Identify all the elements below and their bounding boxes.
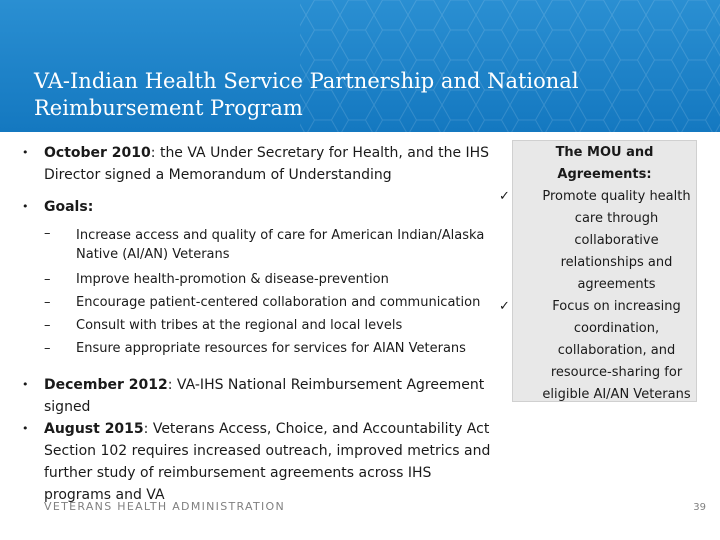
goal-text: Improve health-promotion & disease-prevention	[76, 272, 389, 287]
bullet-marker: •	[22, 200, 29, 213]
bullet-marker: •	[22, 378, 29, 391]
page-number: 39	[693, 502, 706, 513]
sidebox-title: The MOU and Agreements:	[555, 145, 654, 182]
december-2012-text: : VA-IHS National Reimbursement Agreement signed	[44, 377, 485, 415]
october-2010-label: October 2010	[44, 145, 151, 161]
goals-sublist	[42, 226, 502, 360]
footer-org-name: VETERANS HEALTH ADMINISTRATION	[44, 500, 286, 513]
goals-label: Goals:	[44, 199, 94, 215]
goal-item	[42, 291, 502, 314]
goal-text: Increase access and quality of care for American Indian/Alaska Native (AI/AN) Veterans	[76, 228, 485, 262]
sidebox-item-text: Focus on increasing coordination, collaboration, and resource-sharing for eligible AI/AN Veterans	[542, 299, 691, 402]
december-2012-label: December 2012	[44, 377, 168, 393]
slide-title: VA-Indian Health Service Partnership and National Reimbursement Program	[34, 69, 579, 120]
bullet-list	[22, 142, 502, 506]
dash-marker: –	[44, 318, 51, 333]
goal-item	[42, 268, 502, 291]
dash-marker: –	[44, 295, 51, 310]
goal-text: Consult with tribes at the regional and local levels	[76, 318, 403, 333]
dash-marker: –	[44, 341, 51, 356]
bullet-goals	[22, 196, 502, 218]
august-2015-text: : Veterans Access, Choice, and Accountability Act Section 102 requires increased outreach, improved metrics and further study of reimbursement agreements across IHS programs and VA	[44, 421, 491, 503]
sidebox-item	[499, 296, 696, 406]
mou-sidebox	[499, 140, 697, 402]
goal-item	[42, 314, 502, 337]
goal-text: Encourage patient-centered collaboration and communication	[76, 295, 481, 310]
goal-item	[42, 337, 502, 360]
bullet-august-2015	[22, 418, 502, 506]
checkmark-icon: ✓	[499, 299, 510, 314]
august-2015-label: August 2015	[44, 421, 144, 437]
bullet-marker: •	[22, 422, 29, 435]
bullet-october-2010	[22, 142, 502, 186]
october-2010-text: : the VA Under Secretary for Health, and the IHS Director signed a Memorandum of Understanding	[44, 145, 490, 183]
dash-marker: –	[44, 272, 51, 287]
sidebox-item-text: Promote quality health care through collaborative relationships and agreements	[542, 189, 691, 292]
dash-marker: –	[44, 226, 51, 241]
goal-text: Ensure appropriate resources for services for AIAN Veterans	[76, 341, 466, 356]
goal-item	[42, 226, 502, 264]
bullet-december-2012	[22, 374, 502, 418]
title-banner	[0, 0, 720, 132]
bullet-marker: •	[22, 146, 29, 159]
sidebox-item	[499, 186, 696, 296]
checkmark-icon: ✓	[499, 189, 510, 204]
